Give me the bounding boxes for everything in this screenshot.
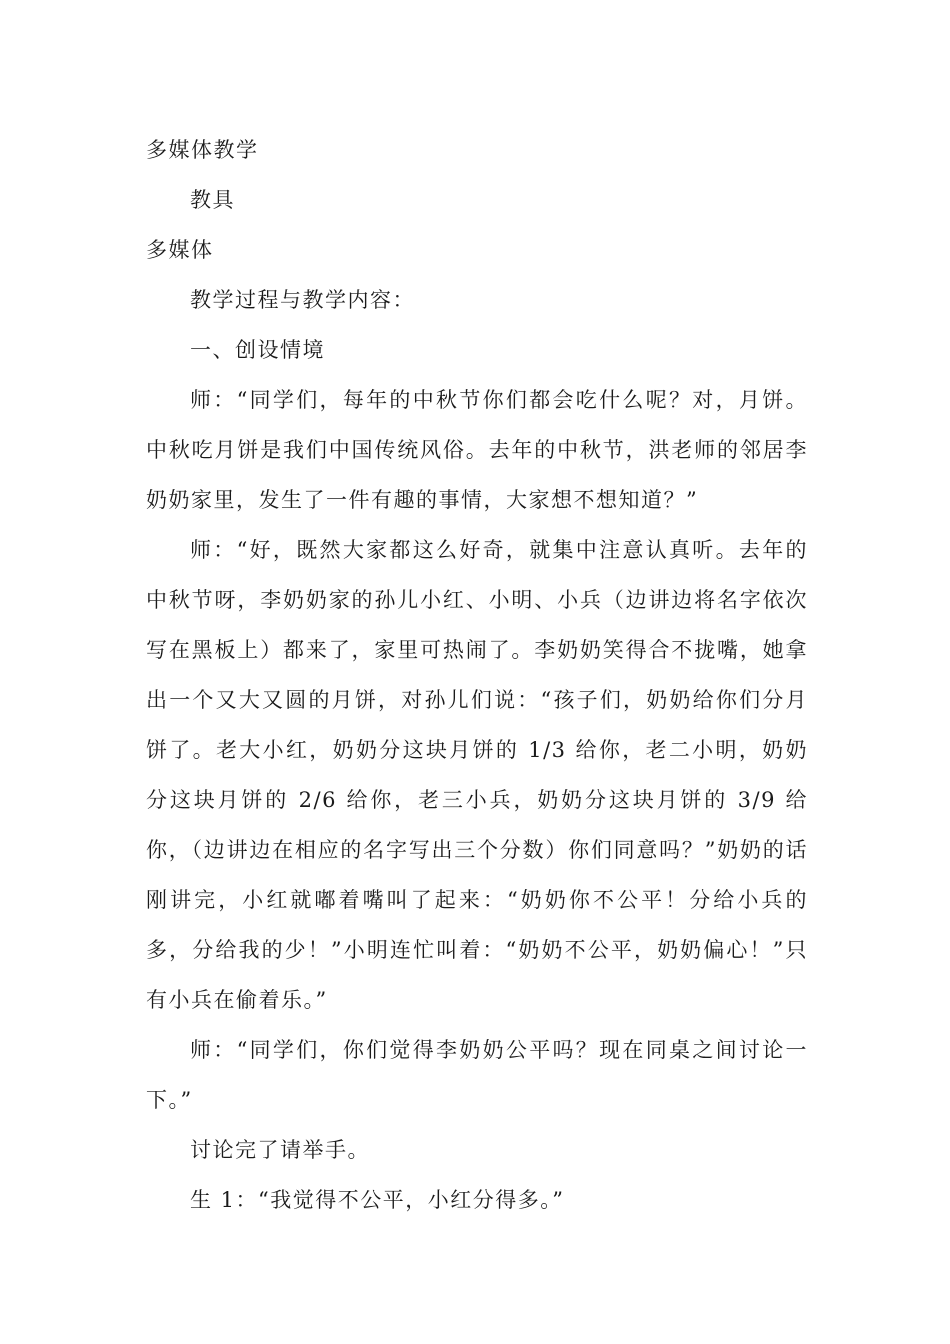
paragraph-section-heading-multimedia-teaching: 多媒体教学	[146, 138, 259, 162]
paragraph-teacher-story: 师：“好，既然大家都这么好奇，就集中注意认真听。去年的中秋节呀，李奶奶家的孙儿小红、小明、小兵（边讲边将名字依次写在黑板上）都来了，家里可热闹了。李奶奶笑得合不拢嘴，她拿出一个又大又圆的月饼，对孙儿们说：“孩子们，奶奶给你们分月饼了。老大小红，奶奶分这块月饼的 1/3 给你，老二小明，奶奶分这块月饼的 2/6 给你，老三小兵，奶奶分这块月饼的 3/9 给你，（边讲边在相应的名字写出三个分数）你们同意吗？”奶奶的话刚讲完，小红就嘟着嘴叫了起来：“奶奶你不公平！分给小兵的多，分给我的少！”小明连忙叫着：“奶奶不公平，奶奶偏心！”只有小兵在偷着乐。”	[146, 538, 808, 1012]
paragraph-raise-hands: 讨论完了请举手。	[190, 1138, 370, 1162]
paragraph-teaching-aids-label: 教具	[190, 188, 235, 212]
paragraph-student-answer: 生 1：“我觉得不公平，小红分得多。”	[190, 1188, 565, 1212]
paragraph-teaching-aids-value: 多媒体	[146, 238, 214, 262]
document-body	[146, 125, 808, 1225]
paragraph-teacher-question: 师：“同学们，你们觉得李奶奶公平吗？现在同桌之间讨论一下。”	[146, 1038, 808, 1112]
paragraph-teacher-intro: 师：“同学们，每年的中秋节你们都会吃什么呢？对，月饼。中秋吃月饼是我们中国传统风俗。去年的中秋节，洪老师的邻居李奶奶家里，发生了一件有趣的事情，大家想不想知道？”	[146, 388, 808, 512]
paragraph-process-heading: 教学过程与教学内容：	[190, 288, 415, 312]
paragraph-step-one-heading: 一、创设情境	[190, 338, 325, 362]
